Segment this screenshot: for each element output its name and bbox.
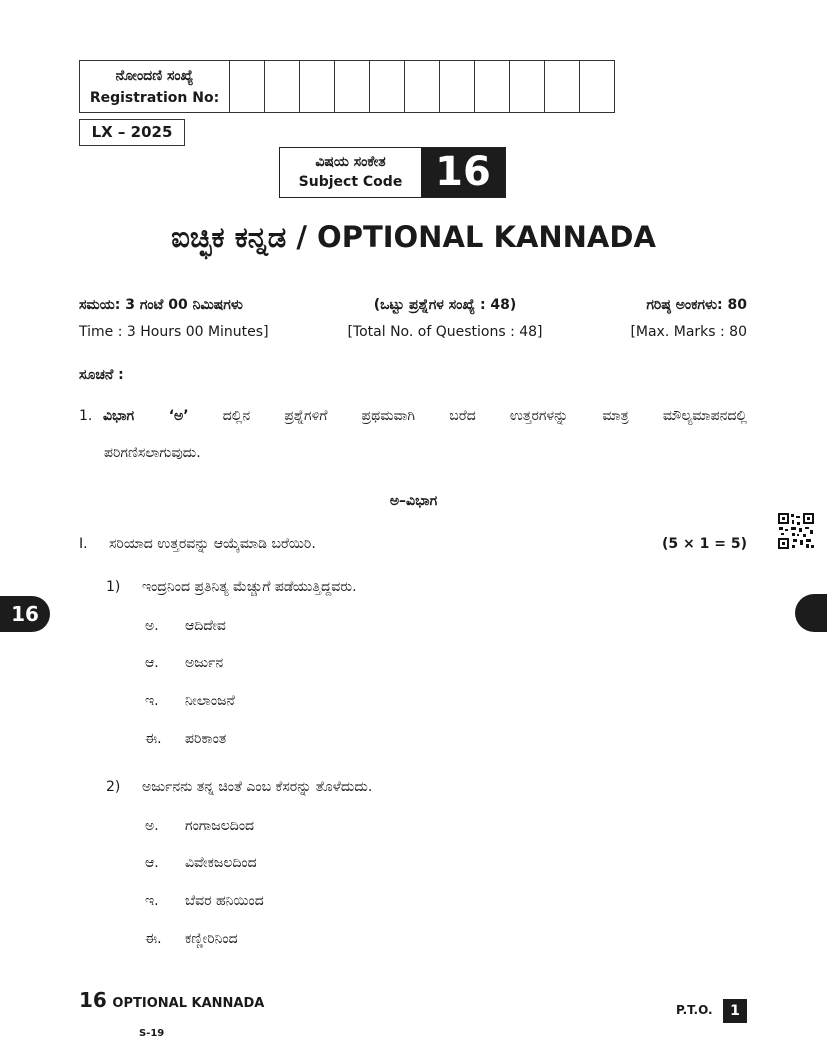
marks-info <box>630 292 747 346</box>
marks-en: [Max. Marks : 80 <box>630 324 747 340</box>
option-letter: ಅ. <box>145 618 159 634</box>
instruction-line1: ದಲ್ಲಿನ ಪ್ರಶ್ನೆಗಳಿಗೆ ಪ್ರಥಮವಾಗಿ ಬರೆದ ಉತ್ತರಗಳನ್ನು ಮಾತ್ರ ಮೌಲ್ಯಮಾಪನದಲ್ಲಿ <box>188 408 747 424</box>
subject-code-label-kn: ವಿಷಯ ಸಂಕೇತ <box>315 154 386 170</box>
instruction-bold: ವಿಭಾಗ ‘ಅ’ <box>103 408 189 424</box>
time-info <box>79 292 269 346</box>
registration-digit-cell[interactable] <box>405 61 440 113</box>
registration-digit-cell[interactable] <box>300 61 335 113</box>
question-text: ಇಂದ್ರನಿಂದ ಪ್ರತಿನಿತ್ಯ ಮೆಚ್ಚುಗೆ ಪಡೆಯುತ್ತಿದ್ದವರು. <box>142 579 357 595</box>
questions-kn: (ಒಟ್ಟು ಪ್ರಶ್ನೆಗಳ ಸಂಖ್ಯೆ : 48) <box>373 297 517 313</box>
option[interactable] <box>145 731 226 747</box>
registration-label-en: Registration No: <box>89 89 220 106</box>
page-title: ಐಚ್ಛಿಕ ಕನ್ನಡ / OPTIONAL KANNADA <box>171 220 656 254</box>
option-letter: ಆ. <box>145 855 159 871</box>
instruction-line2: ಪರಿಗಣಿಸಲಾಗುವುದು. <box>104 445 201 461</box>
exam-code-box: LX – 2025 <box>79 119 185 146</box>
option-text: ಆದಿದೇವ <box>185 618 226 634</box>
option-letter: ಇ. <box>145 693 159 709</box>
option[interactable] <box>145 893 264 909</box>
subject-code-number: 16 <box>421 148 505 197</box>
instruction-number: 1. <box>79 408 93 424</box>
option[interactable] <box>145 693 235 709</box>
option[interactable] <box>145 618 226 634</box>
question-number: 2) <box>106 779 121 795</box>
instructions-heading: ಸೂಚನೆ : <box>79 367 124 383</box>
option-text: ಪರಿಕಾಂತ <box>185 731 227 747</box>
question-group-marks: (5 × 1 = 5) <box>662 536 747 552</box>
option-letter: ಈ. <box>145 931 162 947</box>
qr-code-icon <box>777 512 815 550</box>
question-group-text: ಸರಿಯಾದ ಉತ್ತರವನ್ನು ಆಯ್ಕೆಮಾಡಿ ಬರೆಯಿರಿ. <box>109 536 316 552</box>
question-1 <box>106 579 357 595</box>
registration-box <box>79 60 615 113</box>
registration-digit-cell[interactable] <box>370 61 405 113</box>
footer-subject <box>79 988 264 1012</box>
option[interactable] <box>145 818 254 834</box>
subject-code-box <box>279 147 506 198</box>
registration-digit-cell[interactable] <box>580 61 615 113</box>
registration-digit-cell[interactable] <box>230 61 265 113</box>
option-letter: ಆ. <box>145 655 159 671</box>
marks-kn: ಗರಿಷ್ಠ ಅಂಕಗಳು: 80 <box>646 297 747 313</box>
option-letter: ಈ. <box>145 731 162 747</box>
option-text: ಬೆವರ ಹನಿಯಿಂದ <box>185 893 264 909</box>
option[interactable] <box>145 855 257 871</box>
option-text: ಕಣ್ಣೀರಿನಿಂದ <box>185 931 238 947</box>
footer-subject-name: OPTIONAL KANNADA <box>112 996 265 1011</box>
instruction-1 <box>79 398 747 472</box>
registration-digit-cell[interactable] <box>475 61 510 113</box>
side-tab-left: 16 <box>0 596 50 632</box>
option-text: ವಿವೇಕಜಲದಿಂದ <box>185 855 257 871</box>
registration-label-kn: ನೋಂದಣಿ ಸಂಖ್ಯೆ <box>115 67 194 84</box>
question-group-roman: I. <box>79 536 88 552</box>
question-text: ಅರ್ಜುನನು ತನ್ನ ಚಿಂತೆ ಎಂಬ ಕೆಸರನ್ನು ತೊಳೆದುದು. <box>142 779 373 795</box>
questions-info <box>340 292 550 346</box>
option-letter: ಅ. <box>145 818 159 834</box>
time-kn: ಸಮಯ: 3 ಗಂಟೆ 00 ನಿಮಿಷಗಳು <box>79 297 243 313</box>
section-title: ಅ–ವಿಭಾಗ <box>389 493 438 509</box>
subject-code-label <box>280 148 421 197</box>
registration-digit-cell[interactable] <box>440 61 475 113</box>
footer-code: 16 <box>79 988 107 1012</box>
footer-serial: S-19 <box>139 1028 165 1039</box>
option-text: ಅರ್ಜುನ <box>185 655 224 671</box>
page-number: 1 <box>723 999 747 1023</box>
subject-code-label-en: Subject Code <box>298 174 403 190</box>
question-2 <box>106 779 372 795</box>
option-letter: ಇ. <box>145 893 159 909</box>
registration-digit-cell[interactable] <box>265 61 300 113</box>
question-group-heading <box>79 536 747 552</box>
option-text: ಗಂಗಾಜಲದಿಂದ <box>185 818 255 834</box>
registration-digit-cell[interactable] <box>335 61 370 113</box>
time-en: Time : 3 Hours 00 Minutes] <box>79 324 269 340</box>
question-number: 1) <box>106 579 121 595</box>
option[interactable] <box>145 655 223 671</box>
registration-digit-cell[interactable] <box>510 61 545 113</box>
option-text: ನೀಲಾಂಜನೆ <box>185 693 235 709</box>
option[interactable] <box>145 931 238 947</box>
registration-digit-cell[interactable] <box>545 61 580 113</box>
pto-label: P.T.O. <box>676 1003 713 1017</box>
questions-en: [Total No. of Questions : 48] <box>347 324 543 340</box>
registration-label <box>80 61 230 113</box>
side-tab-right <box>795 594 827 632</box>
